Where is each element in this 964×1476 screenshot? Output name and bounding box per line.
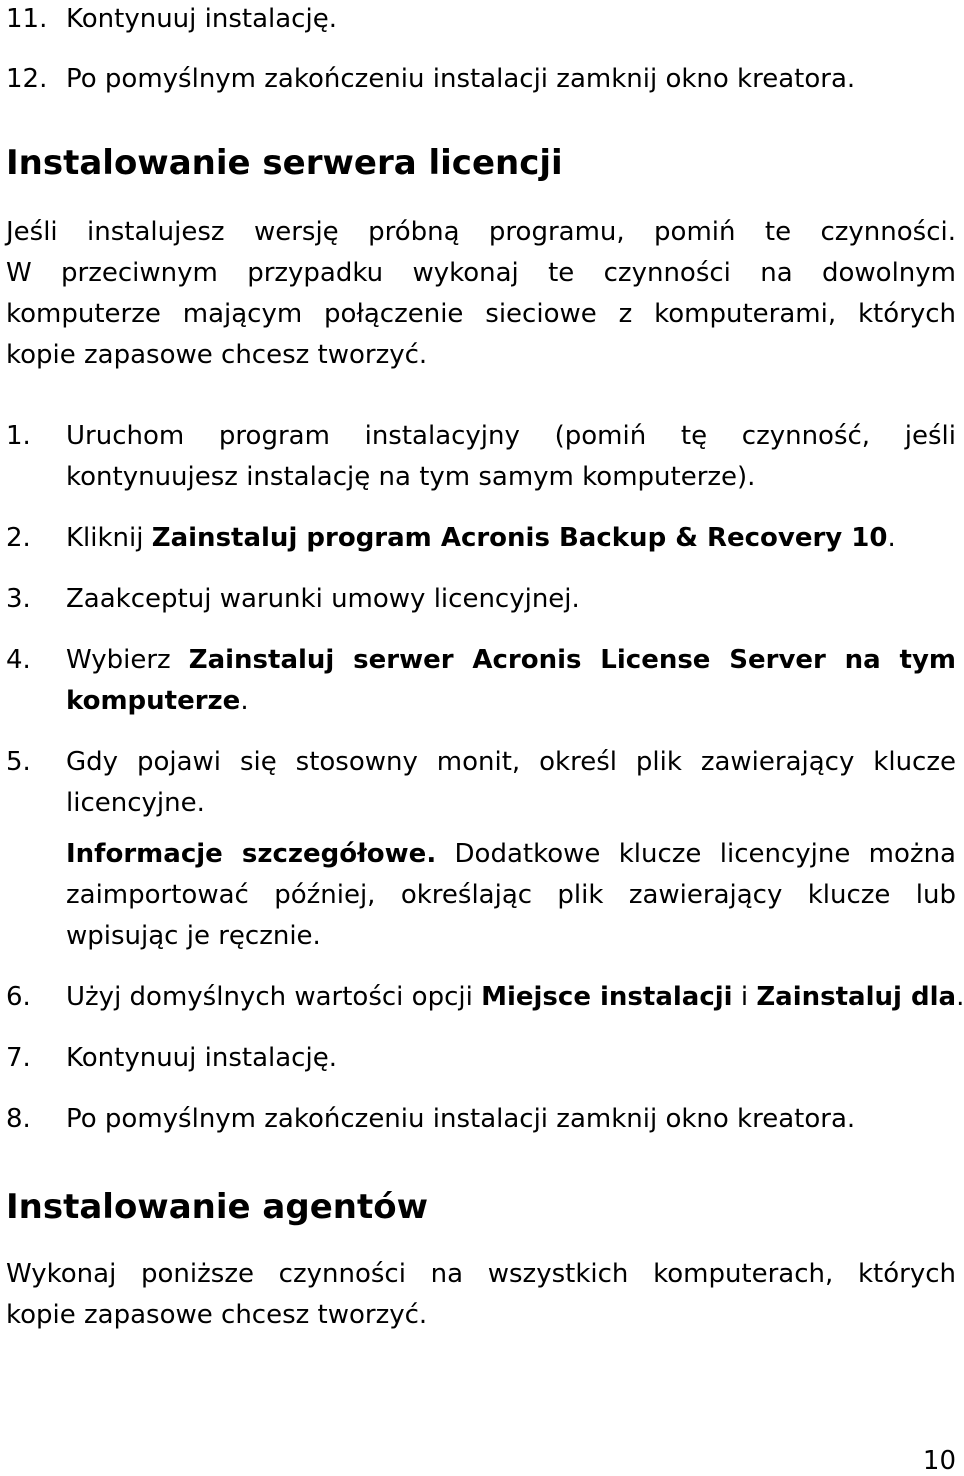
- page-number: 10: [922, 1446, 956, 1476]
- paragraph-line: komputerze mającym połączenie sieciowe z komputerami, których: [6, 299, 956, 329]
- list-number: 11.: [6, 4, 48, 34]
- list-item-text: Zaakceptuj warunki umowy licencyjnej.: [66, 584, 580, 614]
- paragraph-line: kopie zapasowe chcesz tworzyć.: [6, 1300, 428, 1330]
- paragraph-line: W przeciwnym przypadku wykonaj te czynności na dowolnym: [6, 258, 956, 288]
- text-run: .: [887, 523, 896, 553]
- list-number: 1.: [6, 421, 31, 451]
- list-number: 2.: [6, 523, 31, 553]
- text-run: Kliknij: [66, 523, 152, 553]
- list-item-text: [66, 686, 249, 716]
- list-number: 3.: [6, 584, 31, 614]
- paragraph-line: kopie zapasowe chcesz tworzyć.: [6, 340, 428, 370]
- list-item-text: Gdy pojawi się stosowny monit, określ plik zawierający klucze: [66, 747, 956, 777]
- note-text: zaimportować później, określając plik zawierający klucze lub: [66, 880, 956, 910]
- ui-option-name: Zainstaluj program Acronis Backup & Recovery 10: [151, 523, 888, 553]
- list-item-text: Po pomyślnym zakończeniu instalacji zamknij okno kreatora.: [66, 64, 856, 94]
- list-number: 12.: [6, 64, 48, 94]
- note-label: Informacje szczegółowe.: [66, 839, 437, 869]
- paragraph-line: Wykonaj poniższe czynności na wszystkich komputerach, których: [6, 1259, 956, 1289]
- text-run: i: [732, 982, 757, 1012]
- note-text: [66, 839, 956, 869]
- list-item-text: [66, 982, 964, 1012]
- text-run: Użyj domyślnych wartości opcji: [66, 982, 482, 1012]
- list-item-text: Po pomyślnym zakończeniu instalacji zamknij okno kreatora.: [66, 1104, 856, 1134]
- list-item-text: Kontynuuj instalację.: [66, 4, 337, 34]
- note-text: wpisując je ręcznie.: [66, 921, 321, 951]
- ui-option-name: Miejsce instalacji: [481, 982, 733, 1012]
- list-number: 4.: [6, 645, 31, 675]
- text-run: .: [240, 686, 249, 716]
- list-item-text: licencyjne.: [66, 788, 205, 818]
- paragraph-line: Jeśli instalujesz wersję próbną programu, pomiń te czynności.: [6, 217, 956, 247]
- list-number: 8.: [6, 1104, 31, 1134]
- list-item-text: [66, 523, 896, 553]
- list-item-text: Kontynuuj instalację.: [66, 1043, 337, 1073]
- text-run: Wybierz: [66, 645, 189, 675]
- ui-option-name: Zainstaluj serwer Acronis License Server na tym: [188, 645, 956, 675]
- list-number: 7.: [6, 1043, 31, 1073]
- section-heading: Instalowanie serwera licencji: [6, 143, 563, 183]
- list-item-text: Uruchom program instalacyjny (pomiń tę czynność, jeśli: [66, 421, 956, 451]
- list-number: 5.: [6, 747, 31, 777]
- text-run: .: [956, 982, 964, 1012]
- section-heading: Instalowanie agentów: [6, 1187, 428, 1227]
- list-item-text: [66, 645, 956, 675]
- list-item-text: kontynuujesz instalację na tym samym komputerze).: [66, 462, 756, 492]
- list-number: 6.: [6, 982, 31, 1012]
- ui-option-name: komputerze: [66, 686, 241, 716]
- ui-option-name: Zainstaluj dla: [756, 982, 957, 1012]
- text-run: Dodatkowe klucze licencyjne można: [436, 839, 956, 869]
